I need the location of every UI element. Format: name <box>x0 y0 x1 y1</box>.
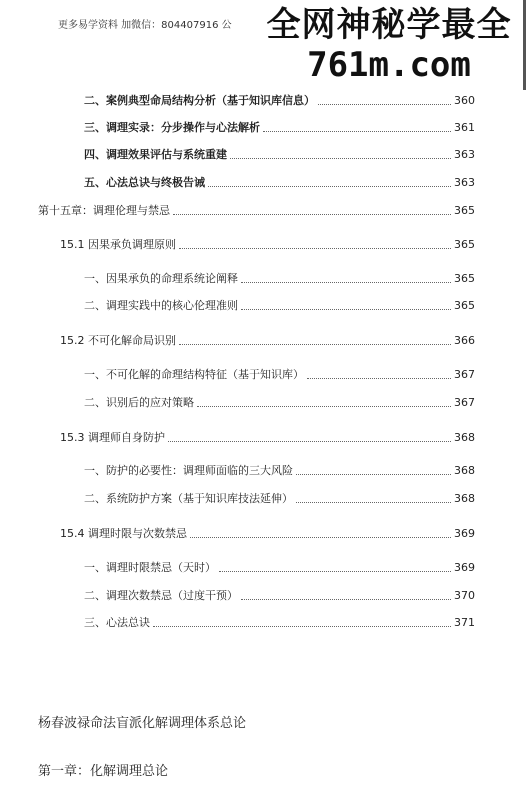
toc-entry[interactable] <box>84 616 475 630</box>
toc-entry-title: 二、调理实践中的核心伦理准则 <box>84 299 238 312</box>
toc-leader-dots <box>190 537 451 538</box>
toc-leader-dots <box>179 344 451 345</box>
toc-entry-page: 365 <box>454 272 475 285</box>
toc-entry-title: 一、不可化解的命理结构特征（基于知识库） <box>84 368 304 381</box>
toc-entry[interactable] <box>60 238 475 252</box>
watermark-line2: 761m.com <box>307 45 471 85</box>
toc-entry[interactable] <box>60 334 475 348</box>
header-note: 更多易学资料 加微信：804407916 公 <box>58 20 232 31</box>
toc-entry-page: 365 <box>454 238 475 251</box>
toc-entry-page: 368 <box>454 464 475 477</box>
toc-entry[interactable] <box>38 204 475 218</box>
toc-entry-page: 365 <box>454 299 475 312</box>
toc-leader-dots <box>307 378 451 379</box>
book-title: 杨春波禄命法盲派化解调理体系总论 <box>38 716 247 731</box>
toc-leader-dots <box>168 441 451 442</box>
toc-entry-page: 361 <box>454 121 475 134</box>
toc-entry-title: 二、识别后的应对策略 <box>84 396 194 409</box>
toc-leader-dots <box>173 214 451 215</box>
toc-leader-dots <box>296 474 451 475</box>
toc-entry-title: 一、防护的必要性：调理师面临的三大风险 <box>84 464 293 477</box>
toc-entry-title: 15.4 调理时限与次数禁忌 <box>60 527 187 540</box>
toc-entry-page: 363 <box>454 148 475 161</box>
toc-entry-title: 第十五章：调理伦理与禁忌 <box>38 204 170 217</box>
toc-entry-page: 368 <box>454 492 475 505</box>
toc-entry-page: 367 <box>454 396 475 409</box>
toc-entry[interactable] <box>84 561 475 575</box>
toc-leader-dots <box>219 571 451 572</box>
toc-entry-title: 四、调理效果评估与系统重建 <box>84 148 227 161</box>
toc-entry-title: 15.1 因果承负调理原则 <box>60 238 176 251</box>
toc-entry-title: 三、调理实录：分步操作与心法解析 <box>84 121 260 134</box>
toc-entry[interactable] <box>84 121 475 135</box>
chapter-title: 第一章：化解调理总论 <box>38 764 169 779</box>
toc-entry-page: 366 <box>454 334 475 347</box>
toc-entry-title: 一、调理时限禁忌（天时） <box>84 561 216 574</box>
toc-entry-title: 15.2 不可化解命局识别 <box>60 334 176 347</box>
toc-entry-title: 一、因果承负的命理系统论阐释 <box>84 272 238 285</box>
toc-leader-dots <box>241 282 451 283</box>
toc-leader-dots <box>179 248 451 249</box>
toc-entry[interactable] <box>84 272 475 286</box>
toc-entry-page: 370 <box>454 589 475 602</box>
toc-entry-title: 15.3 调理师自身防护 <box>60 431 165 444</box>
toc-entry-page: 363 <box>454 176 475 189</box>
toc-entry[interactable] <box>84 396 475 410</box>
toc-entry-title: 二、案例典型命局结构分析（基于知识库信息） <box>84 94 315 107</box>
toc-leader-dots <box>153 626 451 627</box>
toc-entry[interactable] <box>84 299 475 313</box>
toc-leader-dots <box>296 502 451 503</box>
watermark-line1: 全网神秘学最全 <box>266 5 512 45</box>
toc-entry-title: 三、心法总诀 <box>84 616 150 629</box>
toc-entry-page: 367 <box>454 368 475 381</box>
toc-leader-dots <box>263 131 451 132</box>
toc-entry-title: 二、系统防护方案（基于知识库技法延伸） <box>84 492 293 505</box>
toc-entry[interactable] <box>84 589 475 603</box>
toc-entry[interactable] <box>84 368 475 382</box>
toc-entry-page: 371 <box>454 616 475 629</box>
toc-entry-page: 368 <box>454 431 475 444</box>
toc-entry[interactable] <box>60 431 475 445</box>
toc-leader-dots <box>230 158 451 159</box>
toc-entry-title: 五、心法总诀与终极告诫 <box>84 176 205 189</box>
toc-entry[interactable] <box>84 148 475 162</box>
toc-leader-dots <box>241 309 451 310</box>
toc-entry[interactable] <box>84 492 475 506</box>
toc-entry-page: 369 <box>454 561 475 574</box>
toc-leader-dots <box>318 104 451 105</box>
toc-entry-title: 二、调理次数禁忌（过度干预） <box>84 589 238 602</box>
toc-leader-dots <box>241 599 451 600</box>
watermark <box>255 0 526 90</box>
toc-entry[interactable] <box>84 94 475 108</box>
toc-entry-page: 365 <box>454 204 475 217</box>
toc-entry[interactable] <box>84 464 475 478</box>
toc-entry-page: 360 <box>454 94 475 107</box>
toc-entry[interactable] <box>84 176 475 190</box>
toc-leader-dots <box>208 186 451 187</box>
toc-leader-dots <box>197 406 451 407</box>
toc-entry[interactable] <box>60 527 475 541</box>
toc-entry-page: 369 <box>454 527 475 540</box>
